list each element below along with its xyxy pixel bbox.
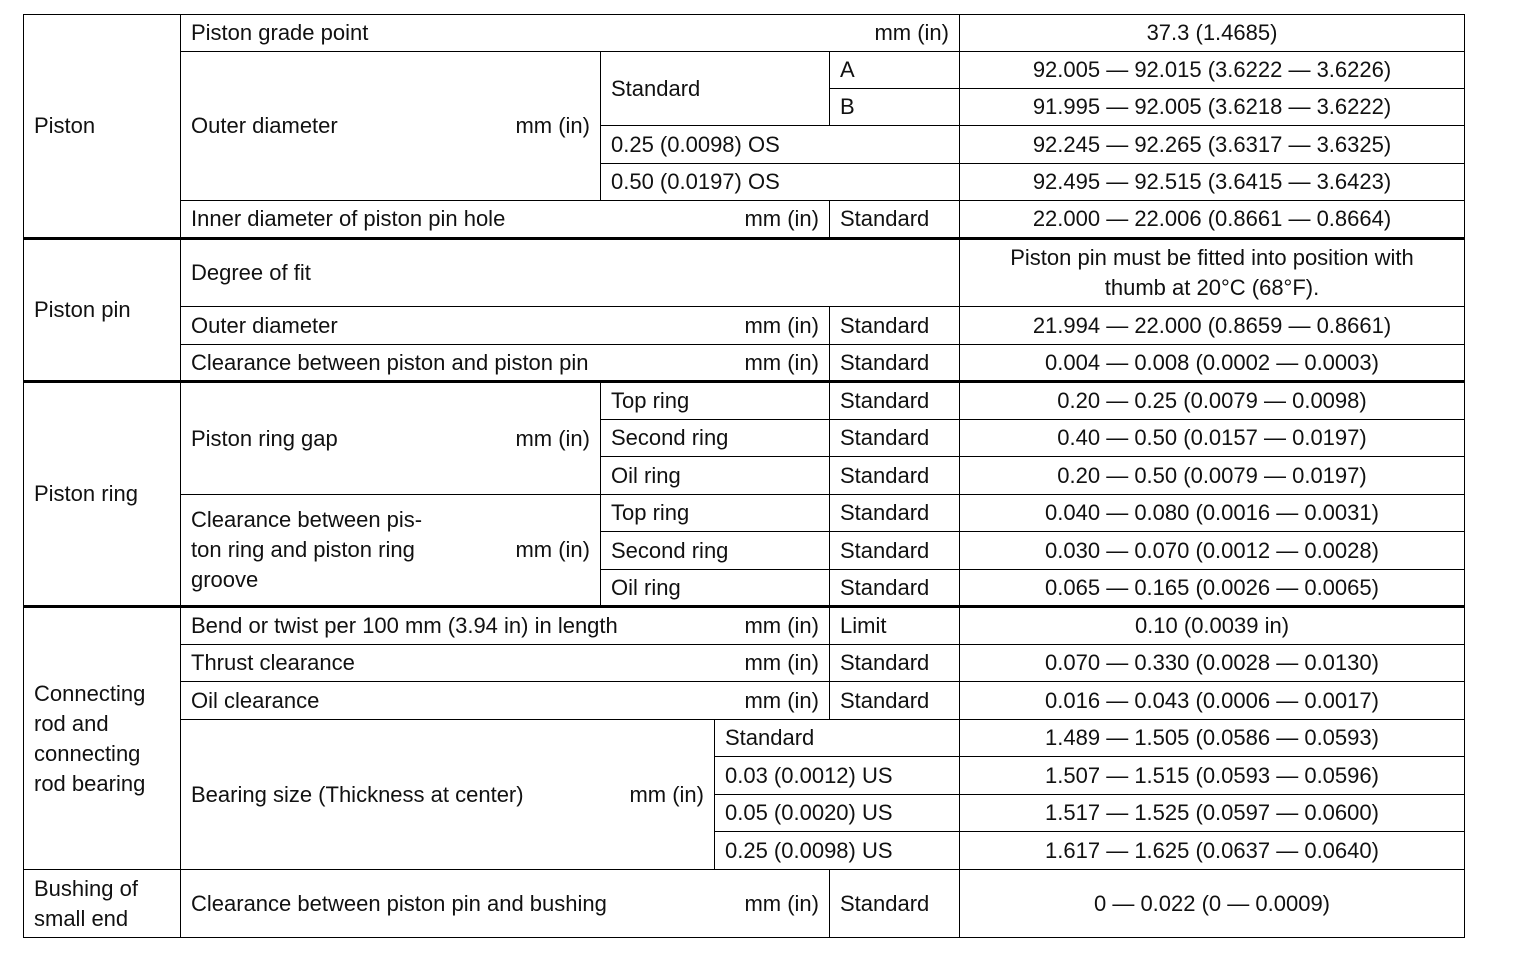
pin-clearance-label: Clearance between piston and piston pin mm (in) bbox=[181, 345, 830, 382]
group-connecting-rod bbox=[24, 607, 181, 870]
thrust-value: 0.070 — 0.330 (0.0028 — 0.0130) bbox=[960, 645, 1465, 682]
piston-pin-hole-value: 22.000 — 22.006 (0.8661 — 0.8664) bbox=[960, 201, 1465, 239]
pin-fit-label: Degree of fit bbox=[181, 239, 960, 307]
piston-grade-b-value: 91.995 — 92.005 (3.6218 — 3.6222) bbox=[960, 89, 1465, 126]
bearing-us005: 0.05 (0.0020) US bbox=[715, 795, 960, 832]
bearing-standard-value: 1.489 — 1.505 (0.0586 — 0.0593) bbox=[960, 720, 1465, 757]
ring-groove-second: Second ring bbox=[601, 532, 830, 570]
piston-grade-a: A bbox=[830, 52, 960, 89]
piston-grade-point-label: Piston grade point mm (in) bbox=[181, 15, 960, 52]
ring-groove-label-line-1: Clearance between pis- bbox=[191, 507, 423, 532]
ring-gap-top-value: 0.20 — 0.25 (0.0079 — 0.0098) bbox=[960, 382, 1465, 420]
pin-fit-value-line-2: thumb at 20°C (68°F). bbox=[1104, 275, 1320, 300]
ring-groove-label-line-3: groove bbox=[191, 567, 259, 592]
group-bushing bbox=[24, 870, 181, 938]
bend-label: Bend or twist per 100 mm (3.94 in) in length mm (in) bbox=[181, 607, 830, 645]
specification-table bbox=[23, 14, 1465, 938]
ring-groove-top-cond: Standard bbox=[830, 495, 960, 532]
bend-cond: Limit bbox=[830, 607, 960, 645]
pin-clearance-cond: Standard bbox=[830, 345, 960, 382]
bend-value: 0.10 (0.0039 in) bbox=[960, 607, 1465, 645]
ring-groove-oil-cond: Standard bbox=[830, 570, 960, 607]
ring-groove-oil: Oil ring bbox=[601, 570, 830, 607]
group-piston-pin: Piston pin bbox=[24, 239, 181, 382]
conrod-line-4: rod bearing bbox=[34, 770, 146, 796]
bushing-line-1: Bushing of bbox=[34, 875, 138, 901]
bearing-size-label: Bearing size (Thickness at center) mm (in) bbox=[181, 720, 715, 870]
ring-gap-oil-cond: Standard bbox=[830, 457, 960, 495]
group-piston: Piston bbox=[24, 15, 181, 239]
conrod-line-1: Connecting bbox=[34, 680, 146, 706]
bushing-line-2: small end bbox=[34, 905, 129, 931]
pin-od-cond: Standard bbox=[830, 307, 960, 345]
oil-clearance-label: Oil clearance mm (in) bbox=[181, 682, 830, 720]
conrod-line-3: connecting bbox=[34, 740, 141, 766]
oil-clearance-cond: Standard bbox=[830, 682, 960, 720]
bearing-us025-value: 1.617 — 1.625 (0.0637 — 0.0640) bbox=[960, 832, 1465, 870]
group-piston-ring: Piston ring bbox=[24, 382, 181, 607]
ring-gap-second-cond: Standard bbox=[830, 420, 960, 457]
ring-gap-second: Second ring bbox=[601, 420, 830, 457]
piston-os050-value: 92.495 — 92.515 (3.6415 — 3.6423) bbox=[960, 164, 1465, 201]
pin-clearance-value: 0.004 — 0.008 (0.0002 — 0.0003) bbox=[960, 345, 1465, 382]
ring-gap-oil: Oil ring bbox=[601, 457, 830, 495]
piston-grade-point-value: 37.3 (1.4685) bbox=[960, 15, 1465, 52]
ring-groove-label-line-2: ton ring and piston ring bbox=[191, 537, 415, 562]
piston-pin-hole-label: Inner diameter of piston pin hole mm (in) bbox=[181, 201, 830, 239]
piston-os025-value: 92.245 — 92.265 (3.6317 — 3.6325) bbox=[960, 126, 1465, 164]
pin-od-value: 21.994 — 22.000 (0.8659 — 0.8661) bbox=[960, 307, 1465, 345]
piston-os050: 0.50 (0.0197) OS bbox=[601, 164, 960, 201]
pin-fit-value bbox=[960, 239, 1465, 307]
ring-gap-oil-value: 0.20 — 0.50 (0.0079 — 0.0197) bbox=[960, 457, 1465, 495]
ring-gap-top-cond: Standard bbox=[830, 382, 960, 420]
ring-gap-label: Piston ring gap mm (in) bbox=[181, 382, 601, 495]
ring-groove-second-cond: Standard bbox=[830, 532, 960, 570]
bushing-clearance-label: Clearance between piston pin and bushing mm (in) bbox=[181, 870, 830, 938]
ring-groove-oil-value: 0.065 — 0.165 (0.0026 — 0.0065) bbox=[960, 570, 1465, 607]
piston-pin-hole-cond: Standard bbox=[830, 201, 960, 239]
piston-grade-b: B bbox=[830, 89, 960, 126]
oil-clearance-value: 0.016 — 0.043 (0.0006 — 0.0017) bbox=[960, 682, 1465, 720]
ring-groove-top: Top ring bbox=[601, 495, 830, 532]
piston-os025: 0.25 (0.0098) OS bbox=[601, 126, 960, 164]
pin-fit-value-line-1: Piston pin must be fitted into position with bbox=[1010, 245, 1414, 270]
ring-groove-second-value: 0.030 — 0.070 (0.0012 — 0.0028) bbox=[960, 532, 1465, 570]
bearing-us025: 0.25 (0.0098) US bbox=[715, 832, 960, 870]
bushing-clearance-value: 0 — 0.022 (0 — 0.0009) bbox=[960, 870, 1465, 938]
piston-outer-diameter-label: Outer diameter mm (in) bbox=[181, 52, 601, 201]
bearing-us003-value: 1.507 — 1.515 (0.0593 — 0.0596) bbox=[960, 757, 1465, 795]
ring-groove-label: Clearance between pis- ton ring and piston ring groove mm (in) bbox=[181, 495, 601, 607]
piston-grade-a-value: 92.005 — 92.015 (3.6222 — 3.6226) bbox=[960, 52, 1465, 89]
ring-groove-top-value: 0.040 — 0.080 (0.0016 — 0.0031) bbox=[960, 495, 1465, 532]
thrust-label: Thrust clearance mm (in) bbox=[181, 645, 830, 682]
thrust-cond: Standard bbox=[830, 645, 960, 682]
ring-gap-second-value: 0.40 — 0.50 (0.0157 — 0.0197) bbox=[960, 420, 1465, 457]
ring-gap-top: Top ring bbox=[601, 382, 830, 420]
bearing-us003: 0.03 (0.0012) US bbox=[715, 757, 960, 795]
piston-od-standard: Standard bbox=[601, 52, 830, 126]
bushing-clearance-cond: Standard bbox=[830, 870, 960, 938]
bearing-us005-value: 1.517 — 1.525 (0.0597 — 0.0600) bbox=[960, 795, 1465, 832]
bearing-standard: Standard bbox=[715, 720, 960, 757]
conrod-line-2: rod and bbox=[34, 710, 109, 736]
pin-od-label: Outer diameter mm (in) bbox=[181, 307, 830, 345]
